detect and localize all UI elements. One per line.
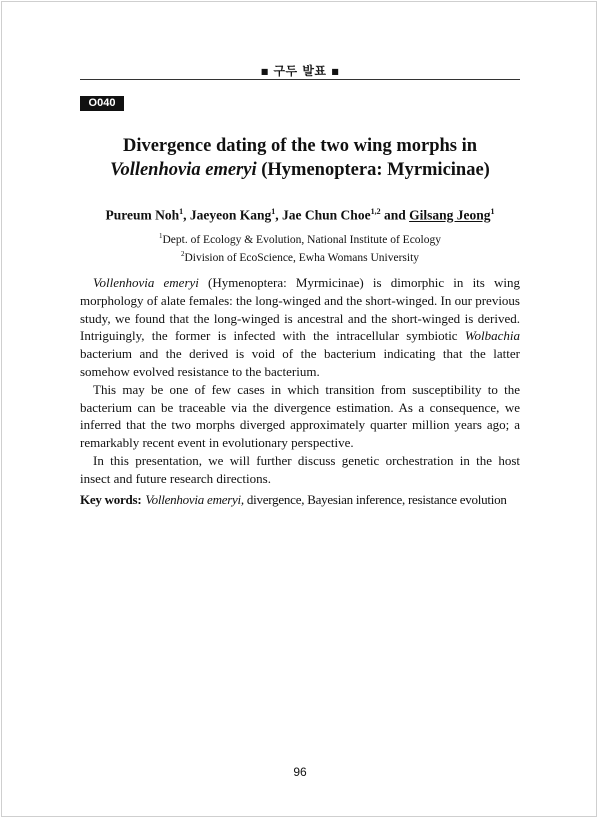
square-marker-right: ■ [331,67,340,76]
author-affil-mark: 1,2 [370,207,381,216]
author-name: Pureum Noh [105,207,180,223]
author-name: Jaeyeon Kang [189,207,272,223]
affiliation-1: $^1$Dept. of Ecology & Evolution, National Institute of Ecology [158,232,441,246]
abstract-code-badge: O040 [80,96,124,111]
author-name: Jae Chun Choe [282,207,371,223]
title-line-2 [80,158,520,182]
abstract-paragraph-3: In this presentation, we will further discuss genetic orchestration in the host insect and future research directions. [80,452,520,486]
affiliations [80,229,520,265]
keywords-list: divergence, Bayesian inference, resistance evolution [243,492,507,507]
presenting-author-name: Gilsang Jeong [409,207,491,223]
abstract-body [80,274,520,488]
abstract-paragraph-2: This may be one of few cases in which transition from susceptibility to the bacterium can be traceable via the divergence estimation. As a consequence, we inferred that the two morphs diverged approximately quarter million years ago; a remarkably recent event in evolutionary perspective. [80,381,520,451]
author-separator: , [275,207,283,223]
author-separator: , [183,207,190,223]
section-title: 구두 발표 [273,64,327,78]
page-number: 96 [293,765,307,779]
keywords-label: Key words: [80,492,142,507]
author-affil-mark: 1 [271,207,276,216]
author-affil-mark: 1 [179,207,184,216]
section-header [80,62,520,79]
square-marker-left: ■ [260,67,269,76]
title-species: Vollenhovia emeryi [110,160,257,180]
paper-title [80,134,520,182]
header-divider [80,79,520,80]
abstract-paragraph-1: Vollenhovia emeryi (Hymenoptera: Myrmicinae) is dimorphic in its wing morphology of alate females: the long-winged and the short-winged. In our previous study, we found that the long-winged is ancestral and the short-winged is derived. Intriguingly, the former is infected with the intracellular symbiotic Wolbachia bacterium and the derived is void of the bacterium indicating that the latter somehow evolved resistance to the bacterium. [80,275,520,379]
title-taxon: (Hymenoptera: Myrmicinae) [256,160,490,180]
author-affil-mark: 1 [490,207,495,216]
keyword-species: Vollenhovia emeryi, [145,492,244,507]
title-line-1: Divergence dating of the two wing morphs in [122,136,478,156]
affiliation-2: $^2$Division of EcoScience, Ewha Womans University [180,249,420,264]
keywords-line [80,491,520,509]
author-list [80,207,520,224]
author-separator: and [380,207,410,223]
